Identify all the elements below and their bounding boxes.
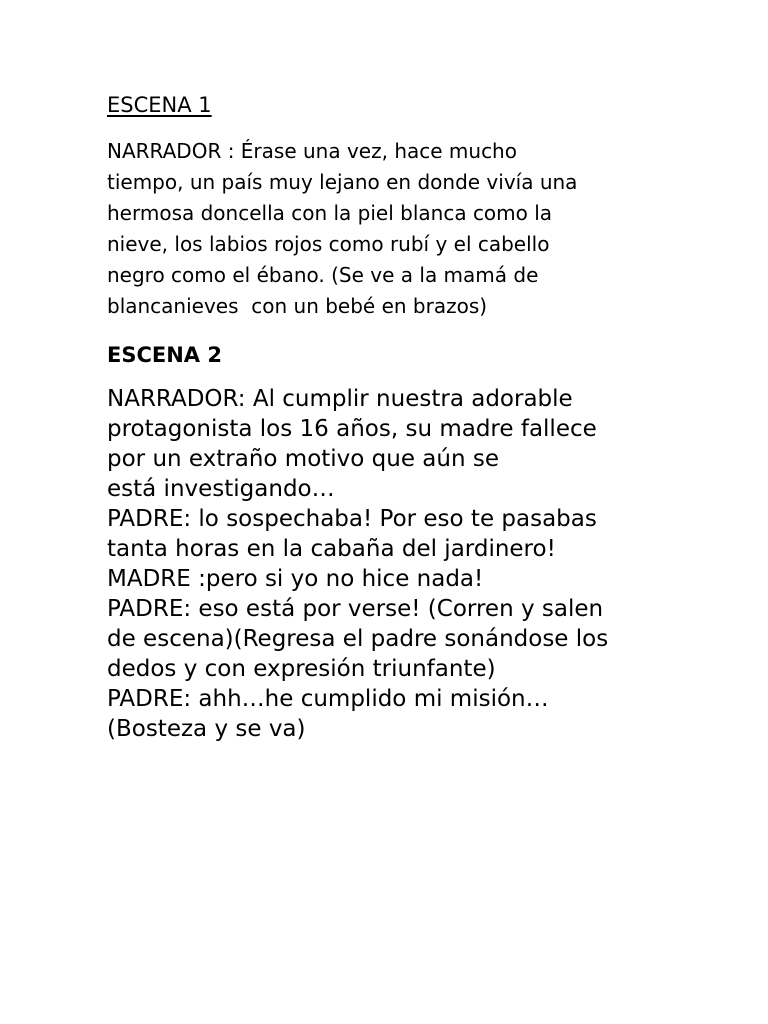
text-line: de escena)(Regresa el padre sonándose los	[107, 626, 609, 652]
scene-1-heading: ESCENA 1	[107, 93, 212, 117]
text-line: PADRE: eso está por verse! (Corren y salen	[107, 596, 604, 622]
text-line: negro como el ébano. (Se ve a la mamá de	[107, 263, 539, 287]
text-line: PADRE: lo sospechaba! Por eso te pasabas	[107, 506, 597, 532]
scene-2-heading: ESCENA 2	[107, 343, 222, 367]
document-page	[107, 90, 707, 744]
text-line: protagonista los 16 años, su madre fallece	[107, 416, 597, 442]
text-line: NARRADOR: Al cumplir nuestra adorable	[107, 386, 573, 412]
scene-1-narration	[107, 136, 707, 322]
text-line: blancanieves con un bebé en brazos)	[107, 294, 488, 318]
text-line: hermosa doncella con la piel blanca como la	[107, 201, 553, 225]
text-line: MADRE :pero si yo no hice nada!	[107, 566, 484, 592]
text-line: (Bosteza y se va)	[107, 716, 306, 742]
text-line: está investigando…	[107, 476, 335, 502]
text-line: dedos y con expresión triunfante)	[107, 656, 496, 682]
scene-2-dialogue	[107, 384, 707, 744]
text-line: por un extraño motivo que aún se	[107, 446, 499, 472]
text-line: NARRADOR : Érase una vez, hace mucho	[107, 139, 517, 163]
text-line: nieve, los labios rojos como rubí y el cabello	[107, 232, 550, 256]
text-line: tiempo, un país muy lejano en donde vivía una	[107, 170, 578, 194]
text-line: tanta horas en la cabaña del jardinero!	[107, 536, 556, 562]
text-line: PADRE: ahh…he cumplido mi misión…	[107, 686, 549, 712]
